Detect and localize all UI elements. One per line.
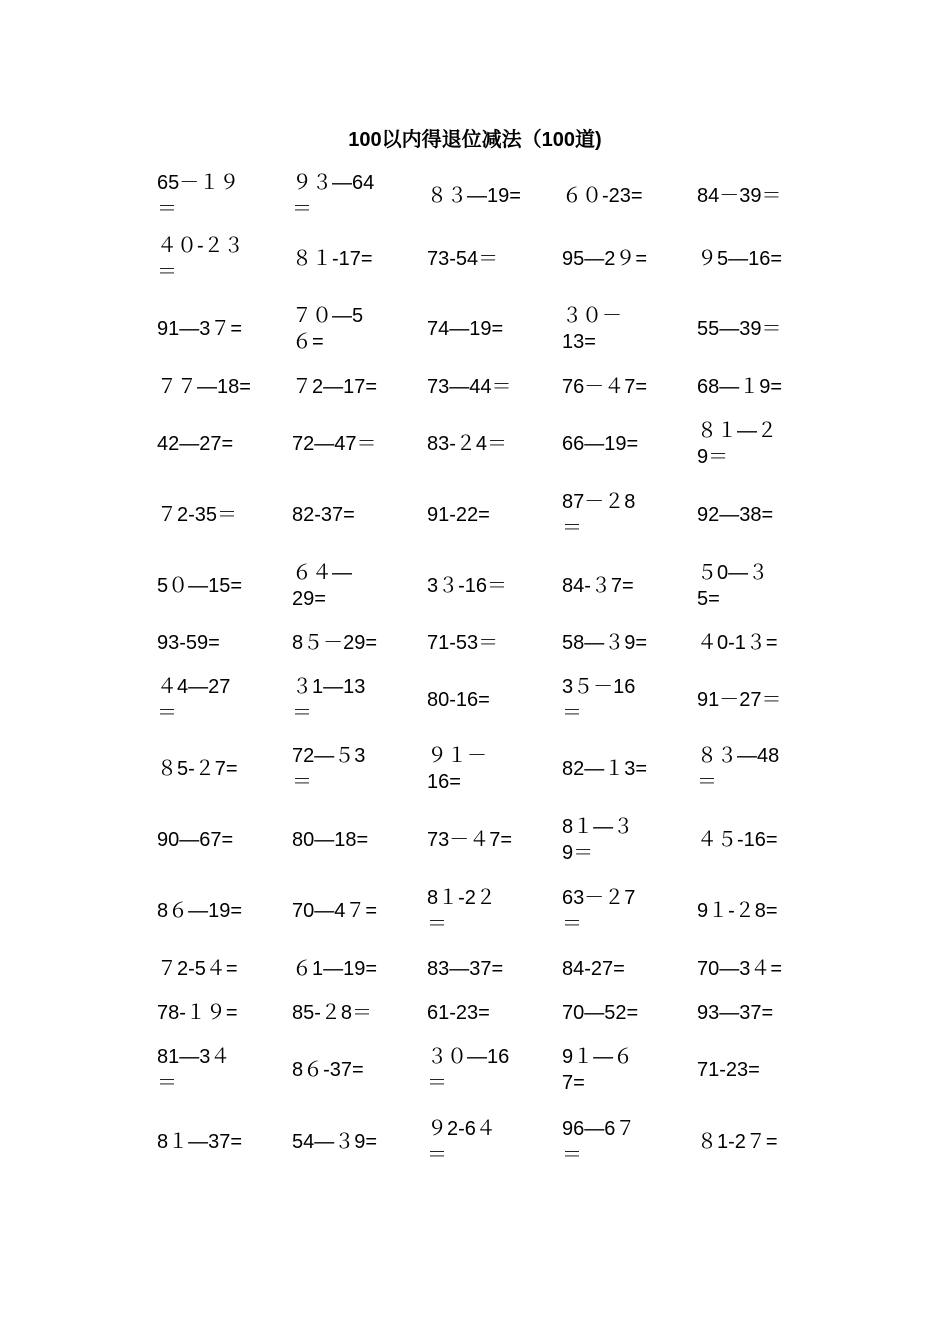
subtraction-problem: 61-23= — [427, 1002, 490, 1024]
subtraction-problem: 73-54＝ — [427, 248, 499, 270]
subtraction-problem: 70—52= — [562, 1002, 639, 1024]
subtraction-problem: ７７—18= — [157, 376, 251, 398]
subtraction-problem: 9１—６ 7= — [562, 1046, 634, 1094]
subtraction-problem: 82-37= — [292, 504, 355, 526]
subtraction-problem: ８１—２ 9＝ — [697, 420, 777, 468]
subtraction-problem: ７2-5４= — [157, 958, 238, 980]
subtraction-problem: 9１-２8= — [697, 900, 778, 922]
problem-row — [157, 1106, 832, 1178]
subtraction-problem: ８３—19= — [427, 185, 521, 207]
subtraction-problem: 73－４7= — [427, 829, 513, 851]
subtraction-problem: 70—3４= — [697, 958, 783, 980]
subtraction-problem: 8１-2２ ＝ — [427, 887, 496, 935]
subtraction-problem: 3５－16 ＝ — [562, 676, 636, 724]
subtraction-problem: 83-２4＝ — [427, 433, 508, 455]
subtraction-problem: 82—１3= — [562, 758, 648, 780]
subtraction-problem: 63－２7 ＝ — [562, 887, 636, 935]
subtraction-problem: ８5-２7= — [157, 758, 238, 780]
subtraction-problem: 74—19= — [427, 318, 504, 340]
problem-row — [157, 478, 832, 552]
subtraction-problem: 78-１９= — [157, 1002, 238, 1024]
problem-row — [157, 224, 832, 294]
subtraction-problem: 54—３9= — [292, 1131, 378, 1153]
subtraction-problem: 85-２8＝ — [292, 1002, 373, 1024]
subtraction-problem: ３０—16 ＝ — [427, 1046, 510, 1094]
subtraction-problem: ３０－ 13= — [562, 305, 622, 353]
problem-row — [157, 168, 832, 224]
subtraction-problem: ４５-16= — [697, 829, 778, 851]
subtraction-problem: 84-27= — [562, 958, 625, 980]
subtraction-problem: 5０—15= — [157, 575, 243, 597]
subtraction-problem: 93—37= — [697, 1002, 774, 1024]
subtraction-problem: ９３—64 ＝ — [292, 172, 375, 220]
subtraction-problem: 71-53＝ — [427, 632, 499, 654]
subtraction-problem: 84-３7= — [562, 575, 634, 597]
subtraction-problem: ４０-２３ ＝ — [157, 235, 244, 283]
subtraction-problem: 84－39＝ — [697, 185, 782, 207]
problem-row — [157, 294, 832, 364]
subtraction-problem: 87－２8 ＝ — [562, 491, 636, 539]
subtraction-problem: ６1—19= — [292, 958, 378, 980]
subtraction-problem: ７2—17= — [292, 376, 378, 398]
problem-row — [157, 620, 832, 666]
subtraction-problem: 8１—３ 9＝ — [562, 816, 634, 864]
problem-row — [157, 734, 832, 804]
subtraction-problem: ５0—３ 5= — [697, 562, 769, 610]
subtraction-problem: 58—３9= — [562, 632, 648, 654]
subtraction-problem: ７０—5 ６= — [292, 305, 364, 353]
subtraction-problem: ９5—16= — [697, 248, 783, 270]
subtraction-problem: ８１-17= — [292, 248, 373, 270]
subtraction-problem: 8５－29= — [292, 632, 378, 654]
subtraction-problem: 81—3４ ＝ — [157, 1046, 231, 1094]
subtraction-problem: 73—44＝ — [427, 376, 512, 398]
subtraction-problem: 80-16= — [427, 689, 490, 711]
subtraction-problem: 68—１9= — [697, 376, 783, 398]
subtraction-problem: 70—4７= — [292, 900, 378, 922]
subtraction-problem: ４4—27 ＝ — [157, 676, 231, 724]
subtraction-problem: ６０-23= — [562, 185, 643, 207]
subtraction-problem: 76－４7= — [562, 376, 648, 398]
subtraction-problem: ７2-35＝ — [157, 504, 238, 526]
subtraction-problem: 91－27＝ — [697, 689, 782, 711]
subtraction-problem: 71-23= — [697, 1059, 760, 1081]
subtraction-problem: ８1-2７= — [697, 1131, 778, 1153]
problem-row — [157, 946, 832, 992]
subtraction-problem: 72—47＝ — [292, 433, 377, 455]
subtraction-problem: 91—3７= — [157, 318, 243, 340]
subtraction-problem: 83—37= — [427, 958, 504, 980]
subtraction-problem: 91-22= — [427, 504, 490, 526]
problem-grid — [157, 168, 832, 1178]
subtraction-problem: ４0-1３= — [697, 632, 778, 654]
page-title: 100以内得退位减法（100道) — [348, 129, 602, 151]
subtraction-problem: 42—27= — [157, 433, 234, 455]
subtraction-problem: ６４— 29= — [292, 562, 352, 610]
subtraction-problem: 8６—19= — [157, 900, 243, 922]
subtraction-problem: 92—38= — [697, 504, 774, 526]
subtraction-problem: 8６-37= — [292, 1059, 364, 1081]
subtraction-problem: 95—2９= — [562, 248, 648, 270]
subtraction-problem: 93-59= — [157, 632, 220, 654]
subtraction-problem: 3３-16＝ — [427, 575, 508, 597]
subtraction-problem: ９2-6４ ＝ — [427, 1118, 496, 1166]
subtraction-problem: 65－１９ ＝ — [157, 172, 240, 220]
subtraction-problem: 72—５3 ＝ — [292, 745, 366, 793]
subtraction-problem: ８３—48 ＝ — [697, 745, 780, 793]
problem-row — [157, 666, 832, 734]
subtraction-problem: 90—67= — [157, 829, 234, 851]
problem-row — [157, 992, 832, 1034]
problem-row — [157, 364, 832, 410]
problem-row — [157, 804, 832, 876]
subtraction-problem: 66—19= — [562, 433, 639, 455]
subtraction-problem: 96—6７ ＝ — [562, 1118, 636, 1166]
subtraction-problem: 55—39＝ — [697, 318, 782, 340]
problem-row — [157, 876, 832, 946]
subtraction-problem: 8１—37= — [157, 1131, 243, 1153]
problem-row — [157, 410, 832, 478]
subtraction-problem: ９１－ 16= — [427, 745, 487, 793]
problem-row — [157, 1034, 832, 1106]
problem-row — [157, 552, 832, 620]
subtraction-problem: ３1—13 ＝ — [292, 676, 366, 724]
subtraction-problem: 80—18= — [292, 829, 369, 851]
